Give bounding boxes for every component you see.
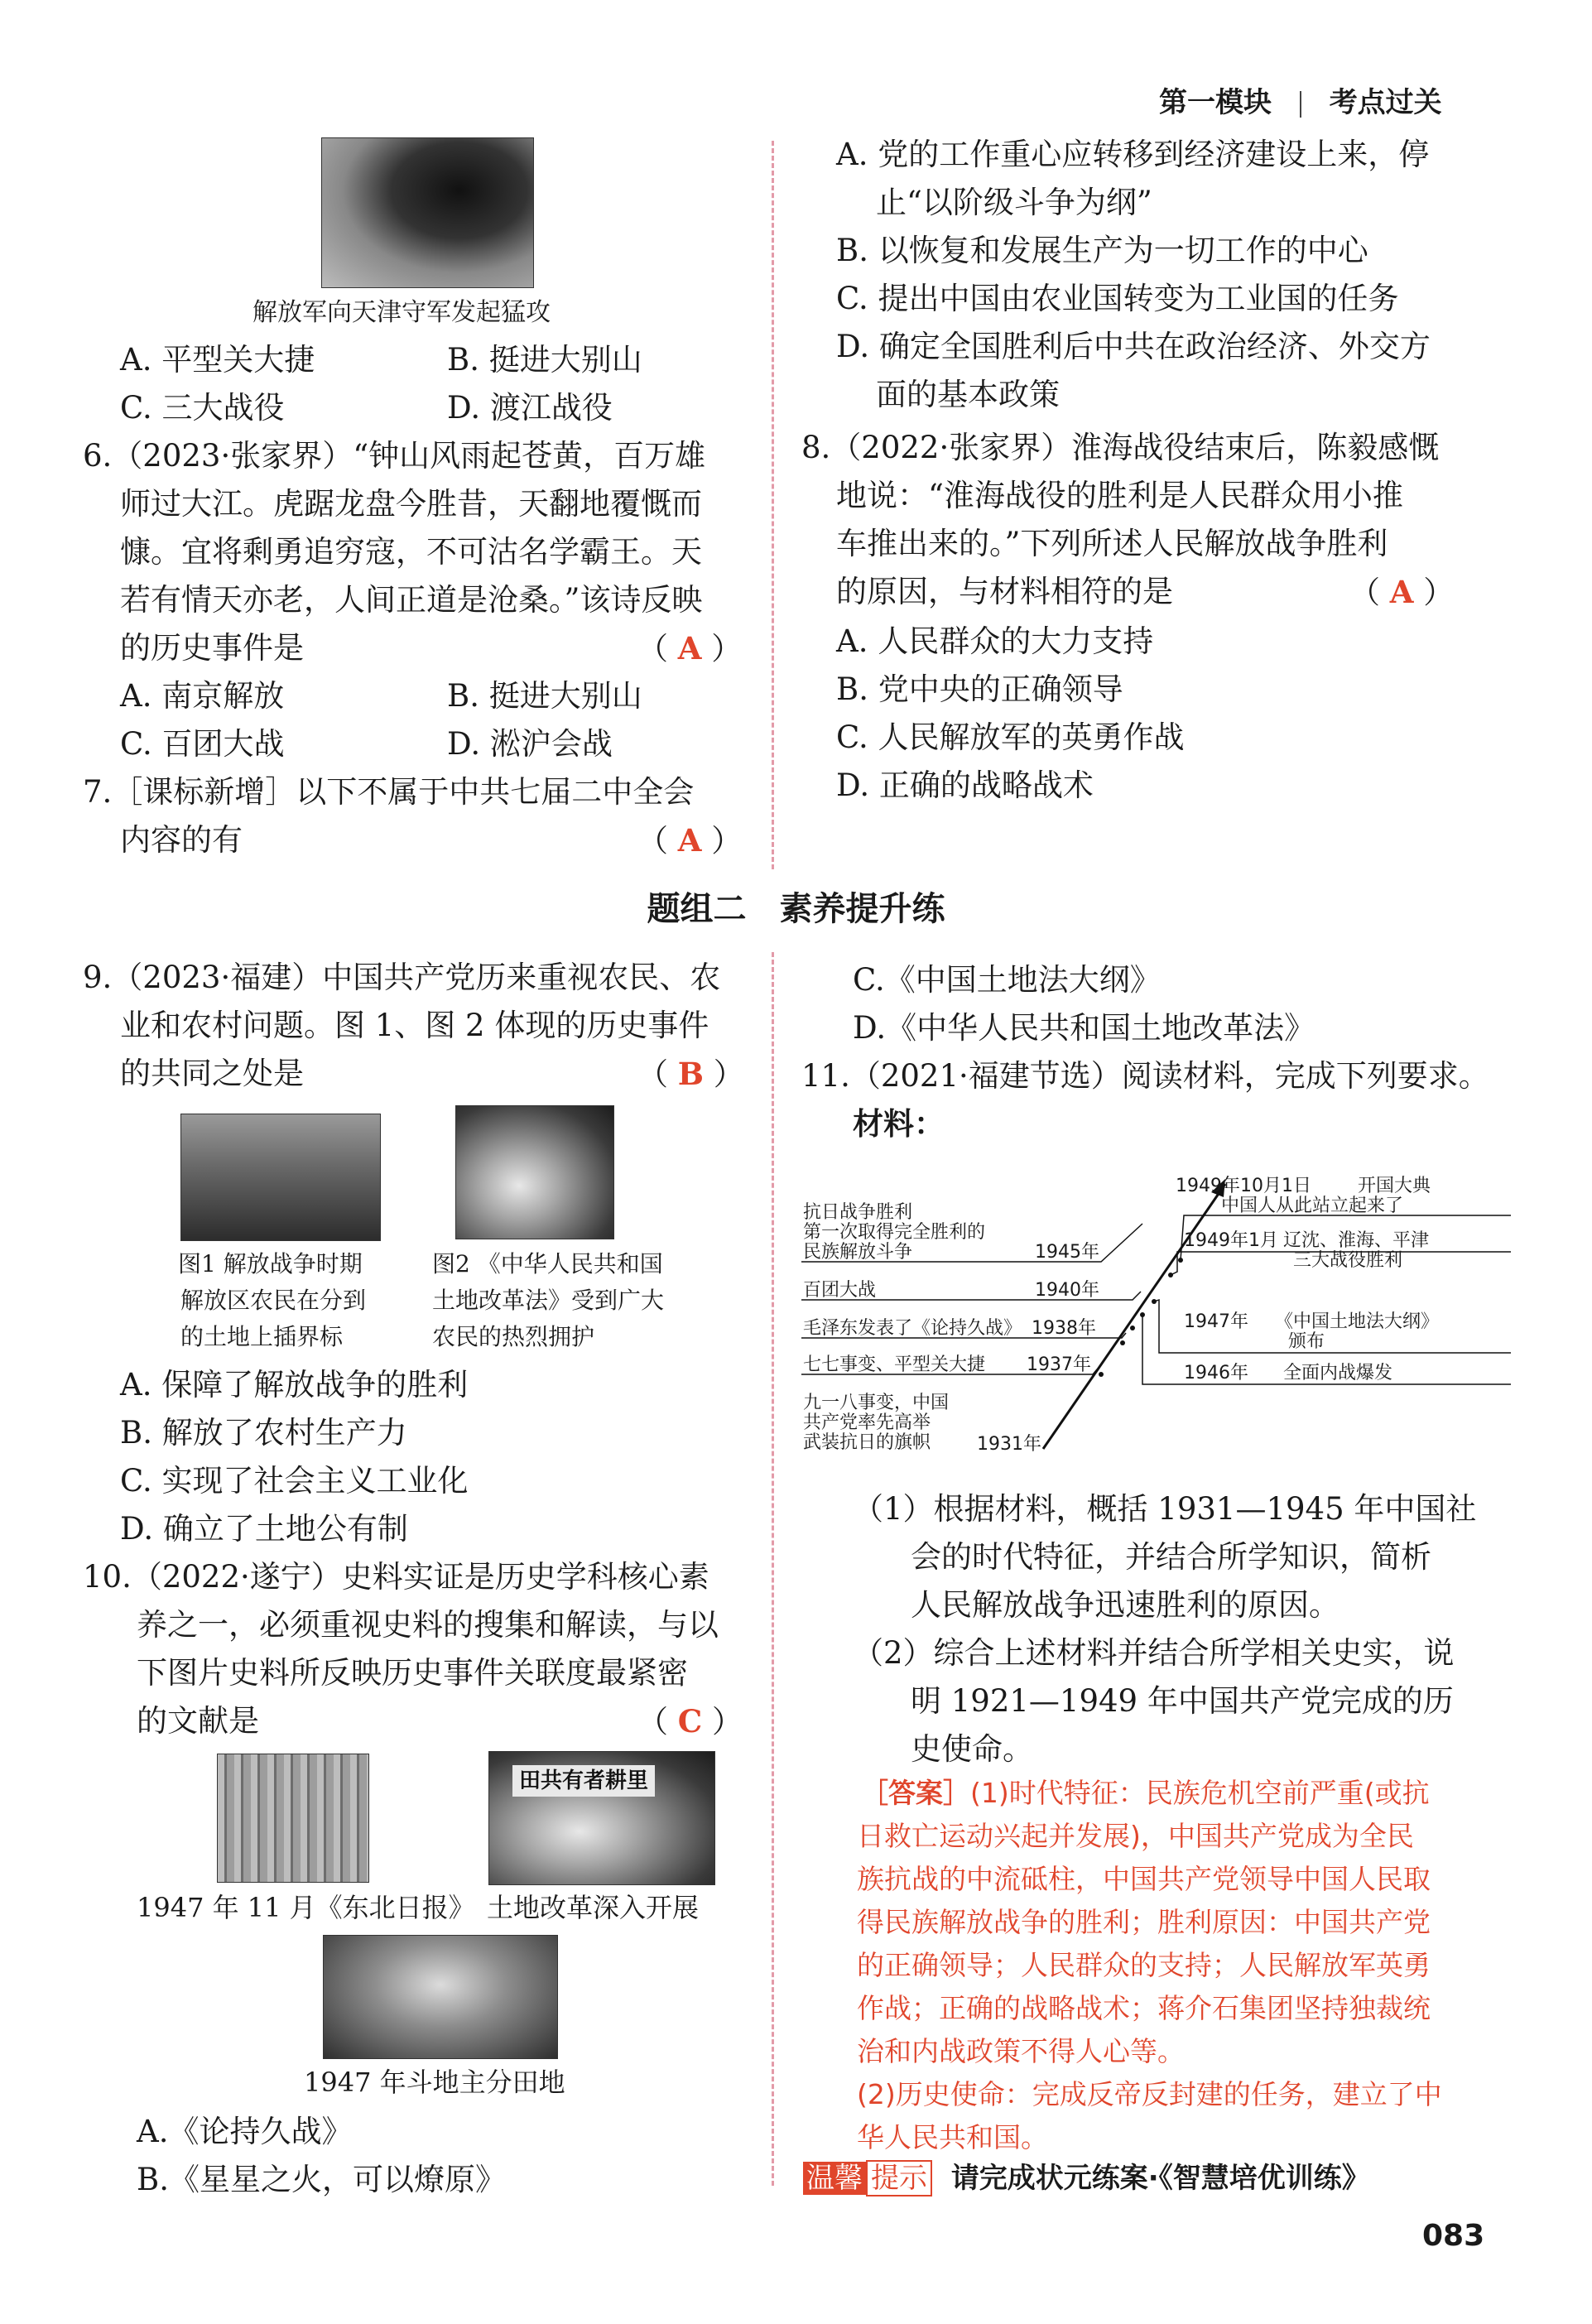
tl-1931-text-2: 共产党率先高举 [803, 1412, 931, 1433]
q11-answer-line6: 作战；正确的战略战术；蒋介石集团坚持独裁统 [857, 1992, 1431, 2024]
q8-stem-line1: 8.（2022·张家界）淮海战役结束后，陈毅感慨 [801, 430, 1440, 465]
timeline-dot-6 [1120, 1340, 1125, 1345]
q9-answer-paren: （ B ） [637, 1056, 744, 1092]
q8-option-c: C. 人民解放军的英勇作战 [836, 719, 1185, 755]
q5-option-b: B. 挺进大别山 [447, 342, 642, 378]
q7-option-d: D. 确定全国胜利后中共在政治经济、外交方 [836, 329, 1431, 364]
q9-figure2-caption-3: 农民的热烈拥护 [432, 1323, 595, 1350]
q9-stem-line2: 业和农村问题。图 1、图 2 体现的历史事件 [120, 1008, 709, 1043]
tip-tag-1: 温馨 [803, 2162, 866, 2195]
tl-1945-text-2: 第一次取得完全胜利的 [803, 1222, 986, 1243]
q11-answer-line3: 族抗战的中流砥柱，中国共产党领导中国人民取 [857, 1863, 1431, 1895]
q10-stem-line2: 养之一，必须重视史料的搜集和解读，与以 [137, 1607, 719, 1643]
section-title: 题组二 素养提升练 [647, 890, 945, 928]
timeline-dot-3 [1152, 1299, 1157, 1304]
q7-option-b: B. 以恢复和发展生产为一切工作的中心 [836, 233, 1368, 268]
q9-figure1-caption-1: 图1 解放战争时期 [178, 1250, 363, 1277]
tl-1931-text-3: 武装抗日的旗帜 [803, 1432, 931, 1453]
tl-1938-text: 毛泽东发表了《论持久战》 [803, 1318, 1022, 1339]
q6-stem-line4: 若有情天亦老，人间正道是沧桑。”该诗反映 [120, 582, 703, 618]
q10-option-d: D.《中华人民共和国土地改革法》 [853, 1010, 1315, 1046]
q9-stem-line3: 的共同之处是 [120, 1056, 304, 1091]
q11-answer-line4: 得民族解放战争的胜利；胜利原因：中国共产党 [857, 1906, 1431, 1938]
header-module: 第一模块 [1159, 86, 1272, 119]
q9-answer: B [677, 1056, 705, 1092]
q10-option-b: B.《星星之火，可以燎原》 [137, 2162, 506, 2197]
q10-caption-struggle: 1947 年斗地主分田地 [304, 2067, 565, 2098]
q10-option-c: C.《中国土地法大纲》 [853, 962, 1161, 998]
tl-19491-year: 1949年1月 [1184, 1230, 1278, 1251]
tl-1931-year: 1931年 [977, 1434, 1041, 1455]
tl-1945-text-3: 民族解放斗争 [803, 1242, 913, 1263]
tl-19491-text-1: 辽沈、淮海、平津 [1283, 1230, 1430, 1251]
timeline-dot-4 [1140, 1312, 1145, 1317]
tl-19491-text-2: 三大战役胜利 [1293, 1250, 1403, 1271]
q11-sub2-line2: 明 1921—1949 年中国共产党完成的历 [911, 1683, 1454, 1719]
q10-land-reform-photo [488, 1751, 715, 1885]
q10-banner-text: 田共有者耕里 [512, 1765, 655, 1797]
tl-1937-year: 1937年 [1027, 1354, 1091, 1375]
q9-figure2-caption-1: 图2 《中华人民共和国 [432, 1250, 663, 1277]
tl-1947-text-2: 颁布 [1288, 1331, 1325, 1352]
tl-1945-year: 1945年 [1035, 1242, 1099, 1263]
q10-stem-line3: 下图片史料所反映历史事件关联度最紧密 [137, 1655, 688, 1691]
q11-sub1-line2: 会的时代特征，并结合所学知识，简析 [911, 1539, 1431, 1575]
q11-sub1-line1: （1）根据材料，概括 1931—1945 年中国社 [853, 1491, 1477, 1527]
q9-figure1-caption-3: 的土地上插界标 [180, 1323, 344, 1350]
tl-1940-year: 1940年 [1035, 1280, 1099, 1301]
q9-option-b: B. 解放了农村生产力 [120, 1415, 407, 1451]
q11-sub1-line3: 人民解放战争迅速胜利的原因。 [911, 1587, 1339, 1623]
q9-stem-line1: 9.（2023·福建）中国共产党历来重视农民、农 [83, 960, 721, 995]
q11-answer-line9: 华人民共和国。 [857, 2121, 1048, 2153]
q7-option-c: C. 提出中国由农业国转变为工业国的任务 [836, 281, 1399, 316]
tianjin-attack-photo [321, 137, 534, 288]
q9-option-a: A. 保障了解放战争的胜利 [120, 1367, 469, 1403]
column-divider-bottom [772, 952, 774, 2186]
q6-stem-line1: 6.（2023·张家界）“钟山风雨起苍黄，百万雄 [83, 438, 706, 474]
header-section: 考点过关 [1329, 86, 1442, 119]
q5-option-c: C. 三大战役 [120, 390, 285, 426]
q10-struggle-photo [323, 1935, 558, 2059]
q10-answer-paren: （ C ） [637, 1703, 743, 1739]
q7-option-a: A. 党的工作重心应转移到经济建设上来，停 [836, 137, 1430, 172]
q10-answer: C [677, 1703, 703, 1739]
q11-answer-line8: (2)历史使命：完成反帝反封建的任务，建立了中 [857, 2078, 1442, 2110]
q6-stem-line2: 师过大江。虎踞龙盘今胜昔，天翻地覆慨而 [120, 486, 702, 522]
q7-answer-paren: （ A ） [637, 822, 743, 859]
q11-answer-line5: 的正确领导；人民群众的支持；人民解放军英勇 [857, 1949, 1431, 1981]
q9-option-d: D. 确立了土地公有制 [120, 1511, 408, 1547]
q11-answer-line2: 日救亡运动兴起并发展)，中国共产党成为全民 [857, 1820, 1414, 1852]
q6-stem-line5: 的历史事件是 [120, 630, 304, 666]
q8-stem-line2: 地说：“淮海战役的胜利是人民群众用小推 [836, 478, 1403, 513]
q6-answer-paren: （ A ） [637, 630, 743, 666]
footer-tip [803, 2159, 1370, 2197]
tl-1938-year: 1938年 [1032, 1318, 1096, 1339]
tl-1946-year: 1946年 [1184, 1363, 1248, 1383]
q8-stem-line3: 车推出来的。”下列所述人民解放战争胜利 [836, 526, 1388, 561]
q10-newspaper-photo [217, 1754, 369, 1883]
q11-answer-line7: 治和内战政策不得人心等。 [857, 2035, 1185, 2067]
tl-194910-text-2: 中国人从此站立起来了 [1221, 1196, 1404, 1216]
tl-1931-text-1: 九一八事变，中国 [803, 1393, 950, 1413]
q7-stem-line1: 7.［课标新增］以下不属于中共七届二中全会 [83, 774, 695, 810]
q9-option-c: C. 实现了社会主义工业化 [120, 1463, 469, 1499]
q7-option-d-cont: 面的基本政策 [876, 377, 1060, 412]
tl-194910-year: 1949年10月1日 [1176, 1176, 1311, 1196]
timeline-dot-1 [1178, 1258, 1183, 1263]
q11-sub2-line3: 史使命。 [911, 1731, 1033, 1767]
running-header [1159, 79, 1442, 120]
tip-text: 请完成状元练案·《智慧培优训练》 [950, 2162, 1370, 2195]
tip-tag-2: 提示 [866, 2160, 932, 2196]
q8-option-d: D. 正确的战略战术 [836, 767, 1094, 803]
q11-title: 11.（2021·福建节选）阅读材料，完成下列要求。 [801, 1058, 1489, 1094]
tl-1946-text: 全面内战爆发 [1283, 1363, 1393, 1383]
column-divider-top [772, 141, 774, 869]
q10-option-a: A.《论持久战》 [137, 2114, 353, 2149]
q8-option-a: A. 人民群众的大力支持 [836, 623, 1154, 659]
q5-option-d: D. 渡江战役 [447, 390, 613, 426]
q10-stem-line1: 10.（2022·遂宁）史料实证是历史学科核心素 [83, 1559, 709, 1595]
timeline-diagram [795, 1176, 1474, 1457]
q5-photo-caption: 解放军向天津守军发起猛攻 [253, 298, 551, 327]
q11-material-label: 材料： [853, 1106, 945, 1142]
q6-option-c: C. 百团大战 [120, 726, 285, 762]
tl-1937-text: 七七事变、平型关大捷 [803, 1354, 986, 1375]
q6-option-d: D. 淞沪会战 [447, 726, 613, 762]
q10-caption-newspaper: 1947 年 11 月《东北日报》 [137, 1892, 475, 1923]
q11-answer-text-1: (1)时代特征：民族危机空前严重(或抗 [970, 1777, 1430, 1809]
q9-figure2-caption-2: 土地改革法》受到广大 [432, 1287, 665, 1314]
q11-sub2-line1: （2）综合上述材料并结合所学相关史实，说 [853, 1635, 1455, 1671]
tl-1947-year: 1947年 [1184, 1311, 1248, 1332]
q9-figure1-photo [180, 1114, 381, 1241]
q10-stem-line4: 的文献是 [137, 1703, 259, 1739]
q6-option-a: A. 南京解放 [120, 678, 285, 714]
q6-stem-line3: 慷。宜将剩勇追穷寇，不可沽名学霸王。天 [120, 534, 702, 570]
timeline-dot-7 [1099, 1372, 1104, 1377]
q7-answer: A [677, 822, 702, 859]
q8-answer-paren: （ A ） [1349, 574, 1455, 610]
timeline-dot-5 [1130, 1326, 1135, 1330]
q10-caption-land-reform: 土地改革深入开展 [487, 1892, 700, 1923]
q11-answer-label: ［答案］ [861, 1777, 970, 1809]
q9-figure2-photo [455, 1105, 614, 1239]
q5-option-a: A. 平型关大捷 [120, 342, 315, 378]
page-number: 083 [1422, 2219, 1485, 2253]
q8-option-b: B. 党中央的正确领导 [836, 671, 1123, 707]
tl-1945-text-1: 抗日战争胜利 [803, 1202, 913, 1223]
q9-figure1-caption-2: 解放区农民在分到 [180, 1287, 367, 1314]
q11-answer-line1 [861, 1772, 1430, 1815]
q6-answer: A [677, 630, 702, 666]
timeline-dot-2 [1168, 1273, 1173, 1277]
q6-option-b: B. 挺进大别山 [447, 678, 642, 714]
q8-answer: A [1389, 574, 1414, 610]
q8-stem-line4: 的原因，与材料相符的是 [836, 574, 1173, 609]
tl-1940-text: 百团大战 [803, 1280, 877, 1301]
q7-stem-line2: 内容的有 [120, 822, 243, 858]
tl-1947-text-1: 《中国土地法大纲》 [1275, 1311, 1440, 1332]
q7-option-a-cont: 止“以阶级斗争为纲” [876, 185, 1152, 220]
tl-194910-text-1: 开国大典 [1358, 1176, 1431, 1196]
